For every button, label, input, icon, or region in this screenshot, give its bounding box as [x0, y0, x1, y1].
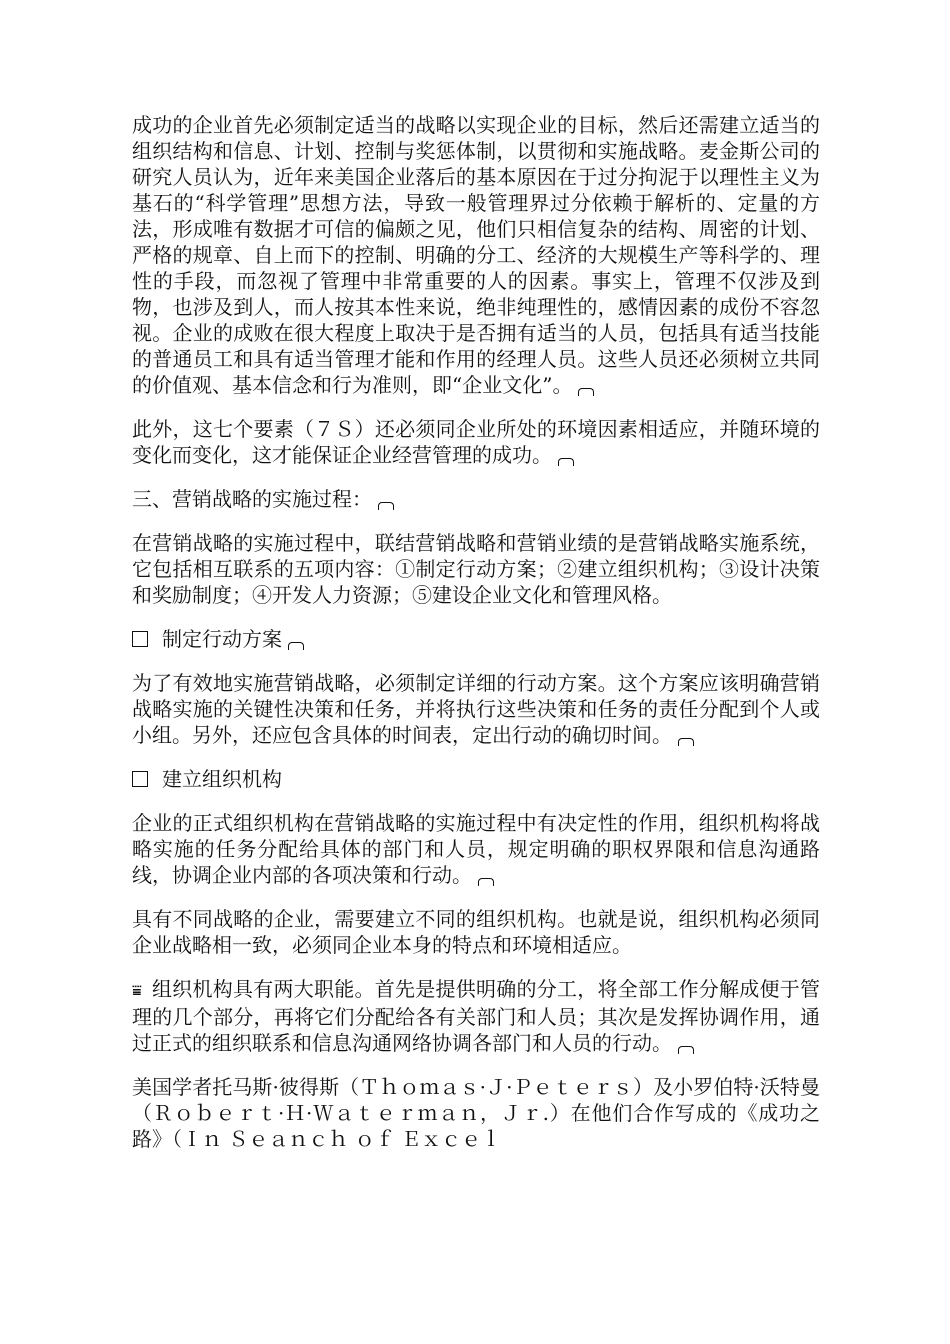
subheading-action-plan [132, 626, 820, 652]
paragraph-mark-icon [288, 642, 304, 650]
paragraph-mark-icon [678, 738, 694, 746]
paragraph-text: 组织机构具有两大职能。首先是提供明确的分工，将全部工作分解成便于管理的几个部分，再将它们分配给各有关部门和人员；其次是发挥协调作用，通过正式的组织联系和信息沟通网络协调各部门和人员的行动。 [132, 977, 820, 1055]
subheading-text: 建立组织机构 [162, 767, 282, 791]
paragraph-mark-icon [478, 878, 494, 886]
paragraph-two-functions [132, 976, 820, 1056]
list-symbol-icon: ⩸ [132, 981, 142, 1000]
paragraph-different-strategies [132, 906, 820, 958]
paragraph-formal-organization [132, 810, 820, 888]
paragraph-text: 为了有效地实施营销战略，必须制定详细的行动方案。这个方案应该明确营销战略实施的关键性决策和任务，并将执行这些决策和任务的责任分配到个人或小组。另外，还应包含具体的时间表，定出行动的确切时间。 [132, 671, 820, 747]
paragraph-text: 在营销战略的实施过程中，联结营销战略和营销业绩的是营销战略实施系统，它包括相互联系的五项内容：①制定行动方案；②建立组织机构；③设计决策和奖励制度；④开发人力资源；⑤建设企业文化和管理风格。 [132, 531, 820, 607]
checkbox-bullet-icon [132, 631, 148, 647]
paragraph-text: 具有不同战略的企业，需要建立不同的组织机构。也就是说，组织机构必须同企业战略相一致，必须同企业本身的特点和环境相适应。 [132, 907, 820, 957]
subheading-organization [132, 766, 820, 792]
paragraph-text: 此外，这七个要素（７Ｓ）还必须同企业所处的环境因素相适应，并随环境的变化而变化，这才能保证企业经营管理的成功。 [132, 417, 820, 467]
section-heading-implementation [132, 486, 820, 512]
paragraph-mark-icon [578, 388, 594, 396]
paragraph-implementation-system [132, 530, 820, 608]
document-page [132, 112, 820, 1170]
paragraph-mark-icon [378, 502, 394, 510]
paragraph-7s-environment [132, 416, 820, 468]
paragraph-mark-icon [558, 458, 574, 466]
paragraph-enterprise-culture [132, 112, 820, 398]
heading-text: 三、营销战略的实施过程： [132, 487, 372, 511]
subheading-text: 制定行动方案 [162, 627, 282, 651]
paragraph-text: 美国学者托马斯·彼得斯（Ｔｈｏｍａｓ·Ｊ·Ｐｅｔｅｒｓ）及小罗伯特·沃特曼（Ｒｏｂｅｒｔ·Ｈ·Ｗａｔｅｒｍａｎ，Ｊｒ.）在他们合作写成的《成功之路》（Ｉｎ Ｓｅａｎｃｈ ｏｆ Ｅｘｃｅｌ [132, 1075, 820, 1151]
paragraph-text: 企业的正式组织机构在营销战略的实施过程中有决定性的作用，组织机构将战略实施的任务分配给具体的部门和人员，规定明确的职权界限和信息沟通路线，协调企业内部的各项决策和行动。 [132, 811, 820, 887]
paragraph-action-plan [132, 670, 820, 748]
checkbox-bullet-icon [132, 771, 148, 787]
paragraph-mark-icon [678, 1046, 694, 1054]
paragraph-text: 成功的企业首先必须制定适当的战略以实现企业的目标，然后还需建立适当的组织结构和信息、计划、控制与奖惩体制，以贯彻和实施战略。麦金斯公司的研究人员认为，近年来美国企业落后的基本原因在于过分拘泥于以理性主义为基石的“科学管理”思想方法，导致一般管理界过分依赖于解析的、定量的方法，形成唯有数据才可信的偏颇之见，他们只相信复杂的结构、周密的计划、严格的规章、自上而下的控制、明确的分工、经济的大规模生产等科学的、理性的手段，而忽视了管理中非常重要的人的因素。事实上，管理不仅涉及到物，也涉及到人，而人按其本性来说，绝非纯理性的，感情因素的成份不容忽视。企业的成败在很大程度上取决于是否拥有适当的人员，包括具有适当技能的普通员工和具有适当管理才能和作用的经理人员。这些人员还必须树立共同的价值观、基本信念和行为准则，即“企业文化”。 [132, 113, 820, 397]
paragraph-peters-waterman [132, 1074, 820, 1152]
